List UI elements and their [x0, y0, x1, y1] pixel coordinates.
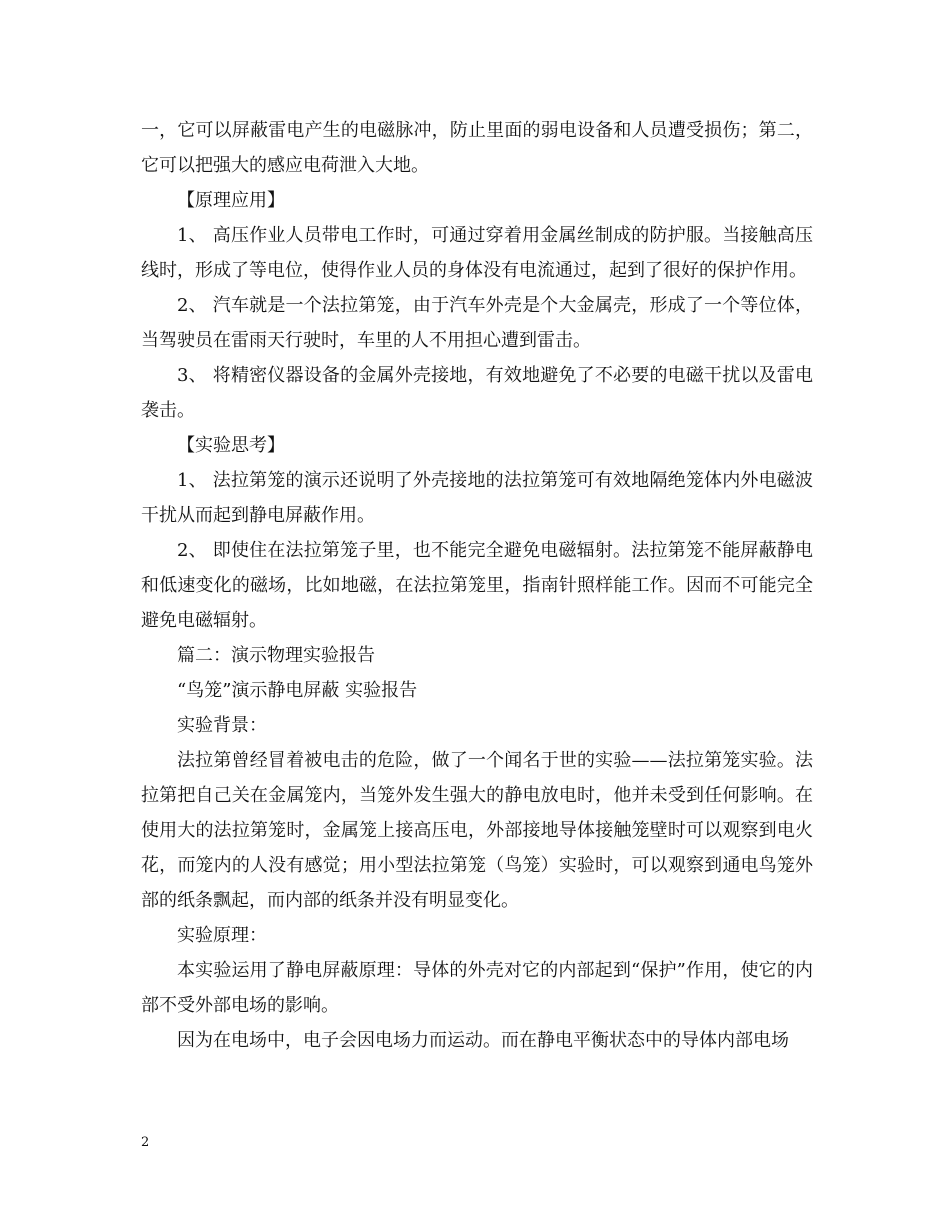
page-number: 2 — [141, 1135, 150, 1150]
section-heading: 【实验思考】 — [177, 435, 285, 456]
paragraph: 本实验运用了静电屏蔽原理：导体的外壳对它的内部起到“保护”作用，使它的内部不受外部电场的影响。 — [141, 960, 813, 1016]
section-heading: 实验背景： — [177, 715, 267, 736]
paragraph: 3、 将精密仪器设备的金属外壳接地，有效地避免了不必要的电磁干扰以及雷电袭击。 — [141, 365, 813, 421]
paragraph: 2、 汽车就是一个法拉第笼，由于汽车外壳是个大金属壳，形成了一个等位体，当驾驶员在雷雨天行驶时，车里的人不用担心遭到雷击。 — [141, 295, 813, 351]
paragraph: 1、 法拉第笼的演示还说明了外壳接地的法拉第笼可有效地隔绝笼体内外电磁波干扰从而起到静电屏蔽作用。 — [141, 470, 813, 526]
paragraph: 因为在电场中，电子会因电场力而运动。而在静电平衡状态中的导体内部电场 — [177, 1030, 789, 1051]
document-body — [141, 113, 813, 1058]
section-title: 篇二：演示物理实验报告 — [177, 645, 375, 666]
report-title: “鸟笼”演示静电屏蔽 实验报告 — [177, 680, 418, 701]
paragraph: 1、 高压作业人员带电工作时，可通过穿着用金属丝制成的防护服。当接触高压线时，形成了等电位，使得作业人员的身体没有电流通过，起到了很好的保护作用。 — [141, 225, 813, 281]
paragraph: 一，它可以屏蔽雷电产生的电磁脉冲，防止里面的弱电设备和人员遭受损伤；第二，它可以把强大的感应电荷泄入大地。 — [141, 120, 813, 176]
paragraph: 2、 即使住在法拉第笼子里，也不能完全避免电磁辐射。法拉第笼不能屏蔽静电和低速变化的磁场，比如地磁，在法拉第笼里，指南针照样能工作。因而不可能完全避免电磁辐射。 — [141, 540, 813, 631]
section-heading: 实验原理： — [177, 925, 267, 946]
paragraph: 法拉第曾经冒着被电击的危险，做了一个闻名于世的实验——法拉第笼实验。法拉第把自己关在金属笼内，当笼外发生强大的静电放电时，他并未受到任何影响。在使用大的法拉第笼时，金属笼上接高压电，外部接地导体接触笼壁时可以观察到电火花，而笼内的人没有感觉；用小型法拉第笼（鸟笼）实验时，可以观察到通电鸟笼外部的纸条飘起，而内部的纸条并没有明显变化。 — [141, 750, 813, 911]
section-heading: 【原理应用】 — [177, 190, 285, 211]
